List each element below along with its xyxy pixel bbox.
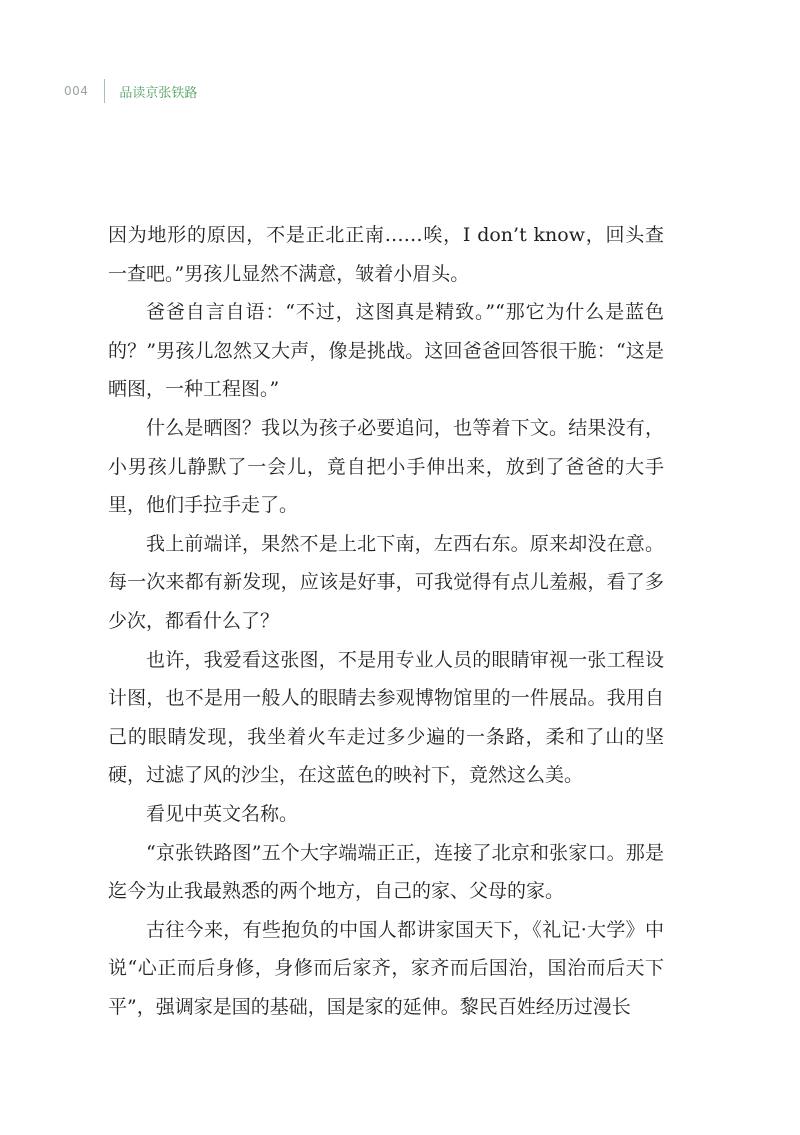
paragraph: 我上前端详，果然不是上北下南，左西右东。原来却没在意。每一次来都有新发现，应该是好事，可我觉得有点儿羞赧，看了多少次，都看什么了？: [108, 532, 664, 632]
book-title: 品读京张铁路: [119, 85, 198, 101]
paragraph: 古往今来，有些抱负的中国人都讲家国天下，《礼记·大学》中说“心正而后身修，身修而后家齐，家齐而后国治，国治而后天下平”，强调家是国的基础，国是家的延伸。黎民百姓经历过漫长: [108, 918, 664, 1018]
paragraph: 看见中英文名称。: [146, 802, 299, 825]
paragraph: 爸爸自言自语：“不过，这图真是精致。”“那它为什么是蓝色的？”男孩儿忽然又大声，像是挑战。这回爸爸回答很干脆：“这是晒图，一种工程图。”: [108, 301, 664, 401]
header-divider: [104, 79, 105, 103]
paragraph: “京张铁路图”五个大字端端正正，连接了北京和张家口。那是迄今为止我最熟悉的两个地方，自己的家、父母的家。: [108, 841, 664, 903]
paragraph: 什么是晒图？我以为孩子必要追问，也等着下文。结果没有，小男孩儿静默了一会儿，竟自把小手伸出来，放到了爸爸的大手里，他们手拉手走了。: [108, 416, 664, 517]
body-text: [108, 216, 664, 1026]
paragraph: 也许，我爱看这张图，不是用专业人员的眼睛审视一张工程设计图，也不是用一般人的眼睛去参观博物馆里的一件展品。我用自己的眼睛发现，我坐着火车走过多少遍的一条路，柔和了山的坚硬，过滤了风的沙尘，在这蓝色的映衬下，竟然这么美。: [108, 648, 664, 787]
running-header: [64, 80, 197, 102]
paragraph: 因为地形的原因，不是正北正南……唉，I don’t know，回头查一查吧。”男孩儿显然不满意，皱着小眉头。: [108, 224, 664, 285]
page-number: 004: [64, 84, 89, 98]
